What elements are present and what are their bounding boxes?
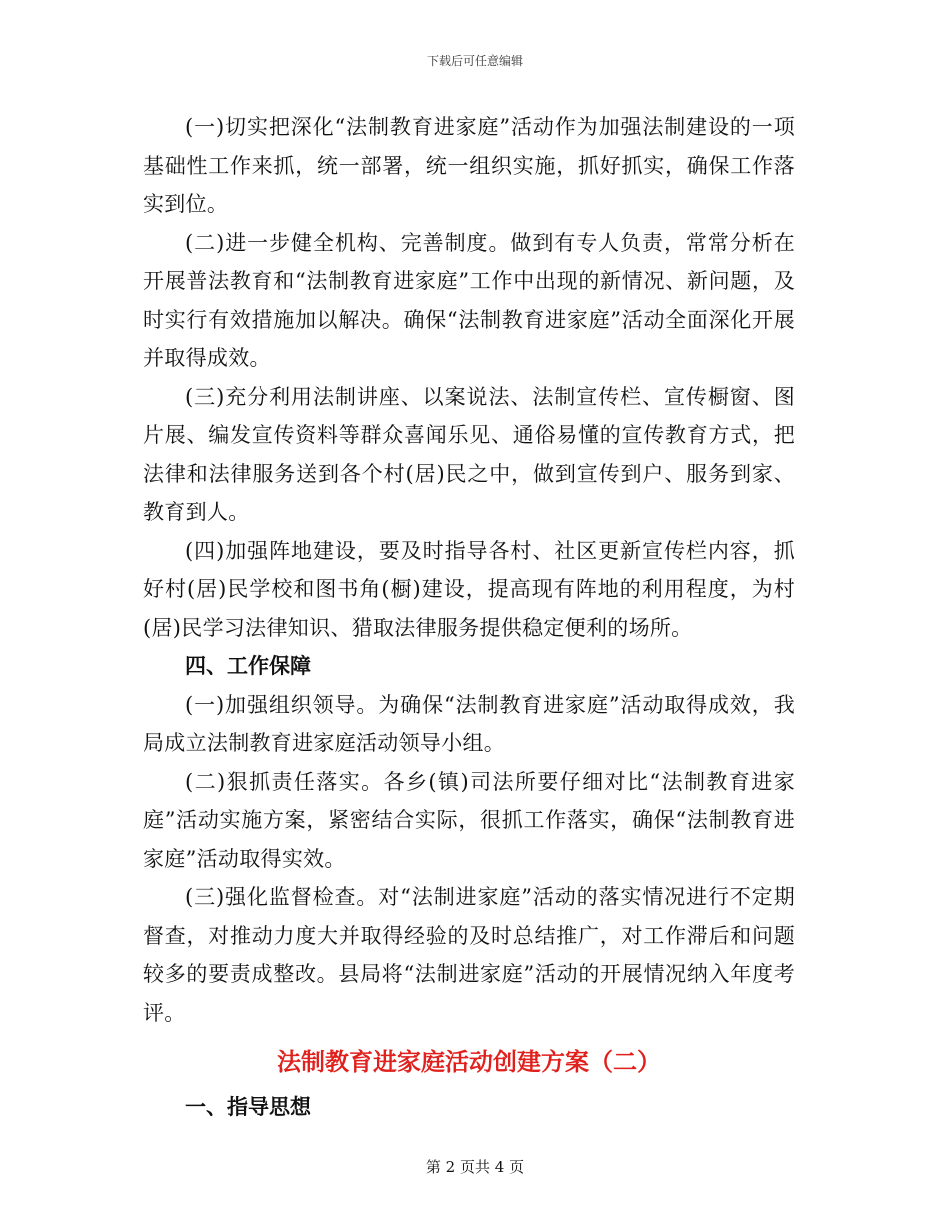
document-title-2: 法制教育进家庭活动创建方案（二） <box>277 1048 661 1076</box>
section-heading-work-guarantee: 四、工作保障 <box>185 654 311 678</box>
paragraph-3: (三)充分利用法制讲座、以案说法、法制宣传栏、宣传橱窗、图片展、编发宣传资料等群众喜闻乐见、通俗易懂的宣传教育方式，把法律和法律服务送到各个村(居)民之中，做到宣传到户、服务到家、教育到人。 <box>143 384 795 524</box>
paragraph-1: (一)切实把深化“法制教育进家庭”活动作为加强法制建设的一项基础性工作来抓，统一部署，统一组织实施，抓好抓实，确保工作落实到位。 <box>143 115 795 216</box>
page-number: 第 2 页共 4 页 <box>425 1158 525 1176</box>
guarantee-paragraph-1: (一)加强组织领导。为确保“法制教育进家庭”活动取得成效，我局成立法制教育进家庭活动领导小组。 <box>143 692 795 755</box>
section-heading-guiding-thought: 一、指导思想 <box>185 1095 311 1119</box>
paragraph-2: (二)进一步健全机构、完善制度。做到有专人负责，常常分析在开展普法教育和“法制教育进家庭”工作中出现的新情况、新问题，及时实行有效措施加以解决。确保“法制教育进家庭”活动全面深化开展并取得成效。 <box>143 230 795 370</box>
header-note: 下载后可任意编辑 <box>426 54 523 68</box>
paragraph-4: (四)加强阵地建设，要及时指导各村、社区更新宣传栏内容，抓好村(居)民学校和图书角(橱)建设，提高现有阵地的利用程度，为村(居)民学习法律知识、猎取法律服务提供稳定便利的场所。 <box>143 538 795 640</box>
guarantee-paragraph-3: (三)强化监督检查。对“法制进家庭”活动的落实情况进行不定期督查，对推动力度大并取得经验的及时总结推广，对工作滞后和问题较多的要责成整改。县局将“法制进家庭”活动的开展情况纳入年度考评。 <box>143 885 795 1025</box>
document-body <box>143 108 795 1127</box>
guarantee-paragraph-2: (二)狠抓责任落实。各乡(镇)司法所要仔细对比“法制教育进家庭”活动实施方案，紧密结合实际，很抓工作落实，确保“法制教育进家庭”活动取得实效。 <box>143 769 795 871</box>
